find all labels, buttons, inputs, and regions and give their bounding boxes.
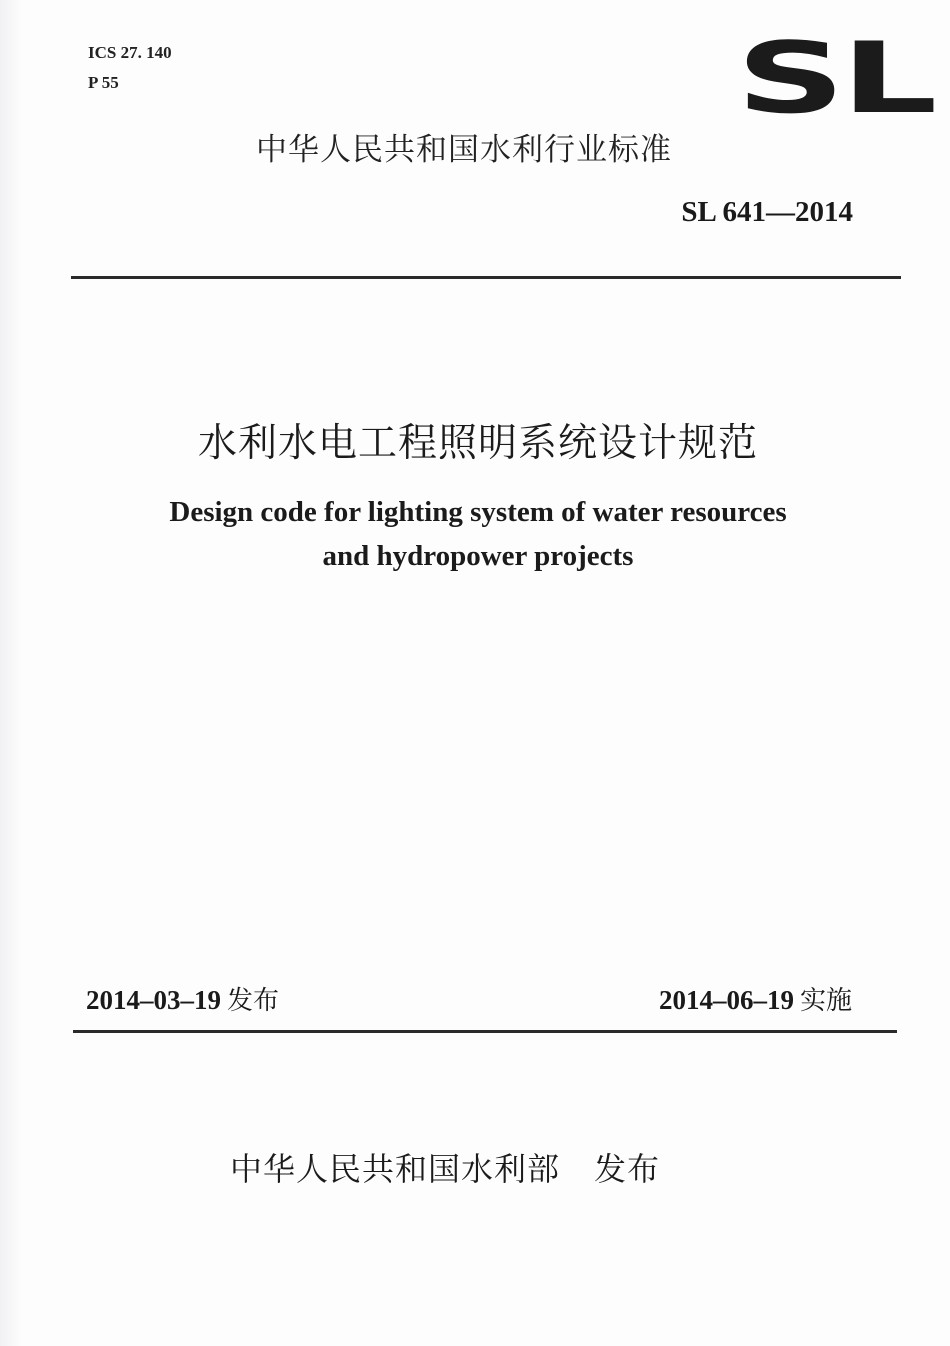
implement-label: 实施 (799, 986, 852, 1016)
implement-date-block (659, 980, 852, 1017)
bottom-divider (73, 1030, 897, 1033)
title-english-line-2: and hydropower projects (322, 540, 634, 572)
publisher-name: 中华人民共和国水利部 (230, 1150, 561, 1188)
publisher-action: 发布 (594, 1150, 661, 1188)
standard-code: SL 641—2014 (681, 196, 853, 228)
publisher-line (230, 1144, 660, 1190)
issue-date-block (86, 980, 279, 1017)
industry-standard-heading: 中华人民共和国水利行业标准 (256, 132, 672, 168)
issue-label: 发布 (227, 986, 280, 1016)
ics-number: ICS 27. 140 (88, 43, 172, 62)
title-chinese: 水利水电工程照明系统设计规范 (197, 421, 758, 466)
issue-date: 2014–03–19 (86, 985, 221, 1015)
top-divider (71, 276, 901, 279)
implement-date: 2014–06–19 (658, 985, 794, 1015)
title-english (0, 490, 950, 578)
page-edge-shadow (0, 0, 22, 1346)
sl-logo: SL (736, 22, 933, 136)
title-english-line-1: Design code for lighting system of water resources (169, 496, 787, 528)
classification-block (88, 38, 172, 98)
ccs-number: P 55 (88, 73, 119, 92)
